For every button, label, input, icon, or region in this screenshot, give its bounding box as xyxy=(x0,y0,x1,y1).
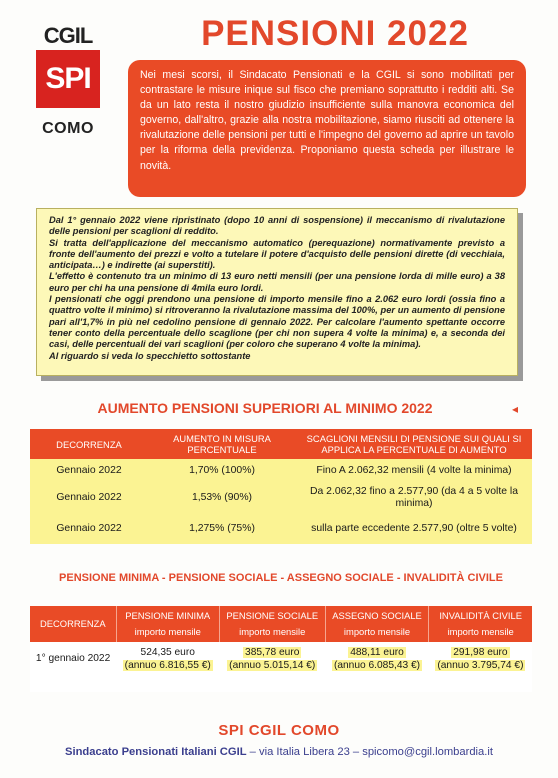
amount-annual: (annuo 6.085,43 €) xyxy=(333,660,421,671)
table-cell-date: 1° gennaio 2022 xyxy=(30,642,116,692)
footer-name: Sindacato Pensionati Italiani CGIL xyxy=(65,746,247,758)
header-sub: importo mensile xyxy=(343,626,411,637)
table-header xyxy=(219,606,325,642)
section-title-minima: PENSIONE MINIMA - PENSIONE SOCIALE - ASSEGNO SOCIALE - INVALIDITÀ CIVILE xyxy=(59,572,503,584)
intro-box: Nei mesi scorsi, il Sindacato Pensionati e la CGIL si sono mobilitati per contrastare le misure inique sul fisco che premiano soprattutto i redditi alti. Se da un lato resta il nostro giudizio insufficiente sulla manovra economica del governo, dall'altro, grazie alla nostra mobilitazione, siamo riusciti ad ottenere la rivalutazione delle pensioni per tutti e l'impegno del governo ad aprire un tavolo per la riforma della previdenza. Proponiamo questa scheda per illustrare le novità. xyxy=(128,60,526,197)
table-cell-invalidita xyxy=(429,642,532,692)
note-paragraph: Al riguardo si veda lo specchietto sottostante xyxy=(49,350,251,361)
table-header xyxy=(30,606,116,642)
table-row xyxy=(30,642,532,692)
logo-cgil-text: CGIL xyxy=(43,23,93,48)
header-sub: importo mensile xyxy=(447,626,514,637)
amount-annual: (annuo 3.795,74 €) xyxy=(437,660,524,671)
section-title-aumento: AUMENTO PENSIONI SUPERIORI AL MINIMO 2022 xyxy=(97,400,433,416)
table-row xyxy=(30,459,532,482)
table-cell: Fino A 2.062,32 mensili (4 volte la minima) xyxy=(296,459,532,482)
header-main: DECORRENZA xyxy=(40,618,106,629)
header-main: PENSIONE SOCIALE xyxy=(226,610,319,621)
table-row xyxy=(30,513,532,544)
table-header xyxy=(325,606,429,642)
amount-monthly: 488,11 euro xyxy=(350,647,404,658)
table-cell: sulla parte eccedente 2.577,90 (oltre 5 volte) xyxy=(296,513,532,544)
table-cell: 1,275% (75%) xyxy=(148,513,296,544)
amount-monthly: 291,98 euro xyxy=(453,647,508,658)
header-main: PENSIONE MINIMA xyxy=(125,610,211,621)
spi-cgil-logo xyxy=(28,24,108,138)
table-cell: Gennaio 2022 xyxy=(30,513,148,544)
table-header: SCAGLIONI MENSILI DI PENSIONE SUI QUALI SI APPLICA LA PERCENTUALE DI AUMENTO xyxy=(296,429,532,459)
note-paragraph: Dal 1° gennaio 2022 viene ripristinato (dopo 10 anni di sospensione) il meccanismo di rivalutazione delle pensioni per scaglioni di reddito. xyxy=(49,215,505,237)
table-header xyxy=(429,606,532,642)
table-header xyxy=(116,606,219,642)
footer-contact xyxy=(0,746,558,758)
page-title: PENSIONI 2022 xyxy=(201,14,469,53)
table-cell: Gennaio 2022 xyxy=(30,482,148,513)
footer-org: SPI CGIL COMO xyxy=(218,722,340,739)
table-cell: 1,53% (90%) xyxy=(148,482,296,513)
logo-spi-badge: SPI xyxy=(36,50,100,108)
note-paragraph: I pensionati che oggi prendono una pensione di importo mensile fino a 2.062 euro lordi (ossia fino a quattro volte il minimo) si ritroveranno la rivalutazione massima del 100%, per un aumento di pensione pari all'1,7% in più nel cedolino pensione di gennaio 2022. Per calcolare l'aumento spettante occorre tener conto della percentuale dello scaglione (per chi non supera 4 volte la minima) e, a seconda dei casi, delle percentuali dei vari scaglioni (per coloro che superano 4 volte la minima). xyxy=(49,294,505,350)
note-paragraph: L'effetto è contenuto tra un minimo di 13 euro netti mensili (per una pensione lorda di mille euro) a 38 euro per chi ha una pensione di 4mila euro lordi. xyxy=(49,271,505,293)
table-row xyxy=(30,482,532,513)
amount-monthly: 524,35 euro xyxy=(140,647,195,658)
pensione-minima-table xyxy=(30,606,532,692)
amount-annual: (annuo 5.015,14 €) xyxy=(229,660,316,671)
header-sub: importo mensile xyxy=(134,626,201,637)
table-header-row xyxy=(30,429,532,459)
table-cell: 1,70% (100%) xyxy=(148,459,296,482)
table-cell: Gennaio 2022 xyxy=(30,459,148,482)
table-cell-minima xyxy=(116,642,219,692)
header-main: ASSEGNO SOCIALE xyxy=(332,610,422,621)
header-sub: importo mensile xyxy=(239,626,306,637)
table-cell-sociale xyxy=(219,642,325,692)
table-header-row xyxy=(30,606,532,642)
header-main: INVALIDITÀ CIVILE xyxy=(439,610,522,621)
amount-monthly: 385,78 euro xyxy=(245,647,300,658)
note-paragraph: Si tratta dell'applicazione del meccanismo automatico (perequazione) normativamente previsto a fronte dell'aumento dei prezzi e volto a tutelare il potere d'acquisto delle pensioni dirette (di vecchiaia, anticipata…) e indirette (ai superstiti). xyxy=(49,237,505,271)
table-cell-assegno xyxy=(325,642,429,692)
arrow-left-icon: ◂ xyxy=(512,402,519,416)
table-header: DECORRENZA xyxy=(30,429,148,459)
table-cell: Da 2.062,32 fino a 2.577,90 (da 4 a 5 volte la minima) xyxy=(296,482,532,513)
table-header: AUMENTO IN MISURA PERCENTUALE xyxy=(148,429,296,459)
info-note-box xyxy=(36,208,518,376)
aumento-table xyxy=(30,429,532,544)
footer-address: – via Italia Libera 23 – spicomo@cgil.lombardia.it xyxy=(246,746,493,758)
logo-como-text: COMO xyxy=(42,120,94,137)
amount-annual: (annuo 6.816,55 €) xyxy=(124,660,211,671)
